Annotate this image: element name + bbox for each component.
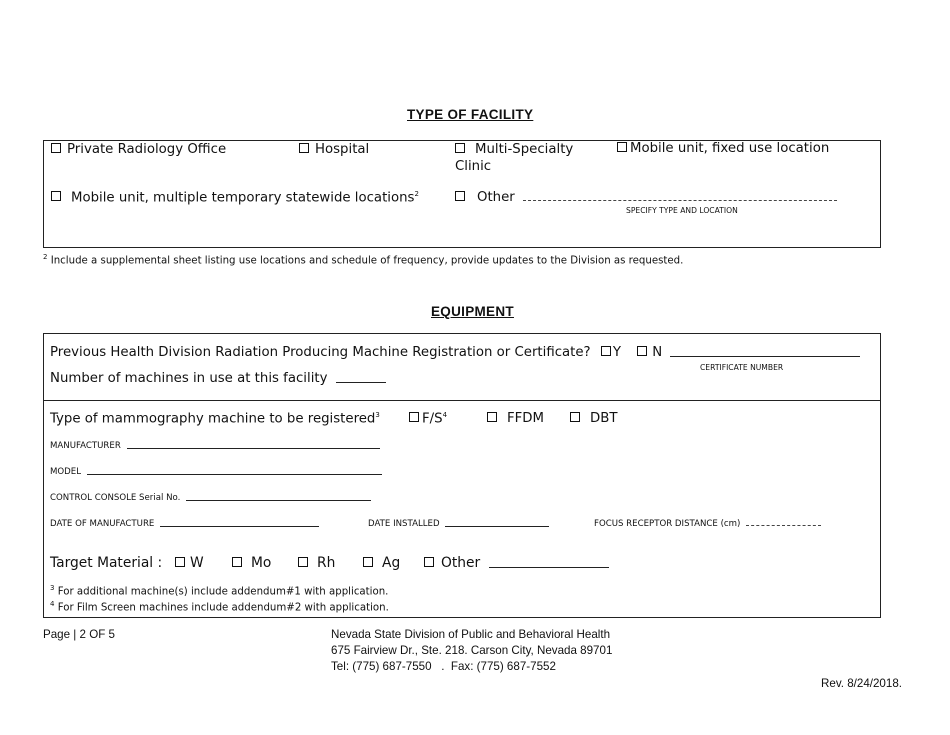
date-installed-row <box>368 519 549 529</box>
footnote-marker-2: 2 <box>414 190 419 198</box>
mammo-option-fs[interactable] <box>409 411 447 426</box>
other-specify-field[interactable] <box>523 200 837 201</box>
facility-heading: TYPE OF FACILITY <box>407 107 534 122</box>
note-4-text: For Film Screen machines include addendum#2 with application. <box>57 602 389 614</box>
date-manufacture-row <box>50 519 319 529</box>
checkbox-target-ag[interactable] <box>363 557 373 567</box>
other-label: Other <box>477 190 515 205</box>
target-option-ag[interactable] <box>363 555 400 571</box>
mobile-fixed-label: Mobile unit, fixed use location <box>630 141 830 156</box>
num-machines-row <box>50 371 386 386</box>
certificate-caption: CERTIFICATE NUMBER <box>700 363 784 372</box>
checkbox-target-other[interactable] <box>424 557 434 567</box>
multispecialty-label-2: Clinic <box>455 159 492 174</box>
model-field[interactable] <box>87 473 382 475</box>
date-manufacture-label: DATE OF MANUFACTURE <box>50 519 155 529</box>
equipment-divider <box>43 400 881 401</box>
checkbox-fs[interactable] <box>409 412 419 422</box>
facility-option-hospital[interactable] <box>299 142 369 157</box>
target-option-other[interactable] <box>424 555 609 571</box>
checkbox-target-rh[interactable] <box>298 557 308 567</box>
checkbox-ffdm[interactable] <box>487 412 497 422</box>
num-machines-field[interactable] <box>336 381 386 383</box>
control-console-label: CONTROL CONSOLE Serial No. <box>50 493 181 503</box>
prev-registration-question: Previous Health Division Radiation Producing Machine Registration or Certificate? <box>50 345 591 360</box>
target-ag-label: Ag <box>382 555 401 571</box>
target-rh-label: Rh <box>317 555 336 571</box>
facility-option-mobile-fixed[interactable] <box>617 141 829 156</box>
page-number: Page | 2 OF 5 <box>43 628 115 641</box>
control-console-field[interactable] <box>186 499 371 501</box>
checkbox-hospital[interactable] <box>299 143 309 153</box>
model-row <box>50 467 382 477</box>
target-other-field[interactable] <box>489 566 609 568</box>
revision-date: Rev. 8/24/2018. <box>821 677 902 690</box>
certificate-number-field[interactable] <box>670 355 860 357</box>
ffdm-label: FFDM <box>507 411 545 426</box>
dbt-label: DBT <box>590 411 618 426</box>
multispecialty-label-1: Multi-Specialty <box>475 142 574 157</box>
manufacturer-label: MANUFACTURER <box>50 441 121 451</box>
prev-registration-row <box>50 345 860 360</box>
fs-label: F/S <box>422 411 443 427</box>
checkbox-target-w[interactable] <box>175 557 185 567</box>
facility-option-mobile-multi[interactable] <box>51 190 419 205</box>
checkbox-private-radiology[interactable] <box>51 143 61 153</box>
manufacturer-field[interactable] <box>127 447 380 449</box>
focus-distance-row <box>594 519 821 529</box>
note-3 <box>50 584 388 597</box>
equipment-heading: EQUIPMENT <box>431 304 514 319</box>
mammo-option-dbt[interactable] <box>570 411 617 426</box>
footnote-2 <box>43 253 683 266</box>
private-radiology-label: Private Radiology Office <box>67 142 227 157</box>
facility-option-multispecialty[interactable] <box>455 142 573 157</box>
specify-caption: SPECIFY TYPE AND LOCATION <box>626 206 738 215</box>
footnote-2-num: 2 <box>43 253 48 261</box>
footer-address: 675 Fairview Dr., Ste. 218. Carson City, Nevada 89701 <box>331 644 613 657</box>
mammo-option-ffdm[interactable] <box>487 411 544 426</box>
target-option-rh[interactable] <box>298 555 335 571</box>
checkbox-dbt[interactable] <box>570 412 580 422</box>
checkbox-mobile-fixed[interactable] <box>617 142 627 152</box>
footnote-marker-4: 4 <box>442 411 448 419</box>
target-other-label: Other <box>441 555 481 571</box>
checkbox-target-mo[interactable] <box>232 557 242 567</box>
target-option-w[interactable] <box>175 555 204 571</box>
note-3-text: For additional machine(s) include addendum#1 with application. <box>57 586 389 598</box>
model-label: MODEL <box>50 467 82 477</box>
yes-label: Y <box>612 345 621 360</box>
checkbox-no[interactable] <box>637 346 647 356</box>
num-machines-label: Number of machines in use at this facility <box>50 371 328 386</box>
checkbox-mobile-multi[interactable] <box>51 191 61 201</box>
checkbox-yes[interactable] <box>601 346 611 356</box>
no-label: N <box>652 345 663 360</box>
note-4 <box>50 600 389 613</box>
footnote-2-text: Include a supplemental sheet listing use locations and schedule of frequency, provide updates to the Division as requested. <box>50 255 684 267</box>
note-3-num: 3 <box>50 584 55 592</box>
note-4-num: 4 <box>50 600 55 608</box>
checkbox-multispecialty[interactable] <box>455 143 465 153</box>
date-installed-field[interactable] <box>445 525 549 527</box>
mammo-type-label: Type of mammography machine to be registered <box>50 411 376 427</box>
footer-phone: Tel: (775) 687-7550 . Fax: (775) 687-7552 <box>331 660 556 673</box>
footnote-marker-3: 3 <box>375 411 380 419</box>
date-manufacture-field[interactable] <box>160 525 319 527</box>
checkbox-other-facility[interactable] <box>455 191 465 201</box>
mammo-type-row <box>50 411 380 426</box>
hospital-label: Hospital <box>315 142 370 157</box>
focus-distance-label: FOCUS RECEPTOR DISTANCE (cm) <box>594 519 741 529</box>
target-option-mo[interactable] <box>232 555 271 571</box>
facility-option-other[interactable] <box>455 190 837 205</box>
target-w-label: W <box>190 555 204 571</box>
manufacturer-row <box>50 441 380 451</box>
target-material-label: Target Material : <box>50 555 163 571</box>
date-installed-label: DATE INSTALLED <box>368 519 440 529</box>
control-console-row <box>50 493 371 503</box>
focus-distance-field[interactable] <box>746 525 821 526</box>
facility-option-private[interactable] <box>51 142 226 157</box>
footer-org: Nevada State Division of Public and Behavioral Health <box>331 628 611 641</box>
target-mo-label: Mo <box>251 555 272 571</box>
mobile-multi-label: Mobile unit, multiple temporary statewide locations <box>71 190 415 206</box>
